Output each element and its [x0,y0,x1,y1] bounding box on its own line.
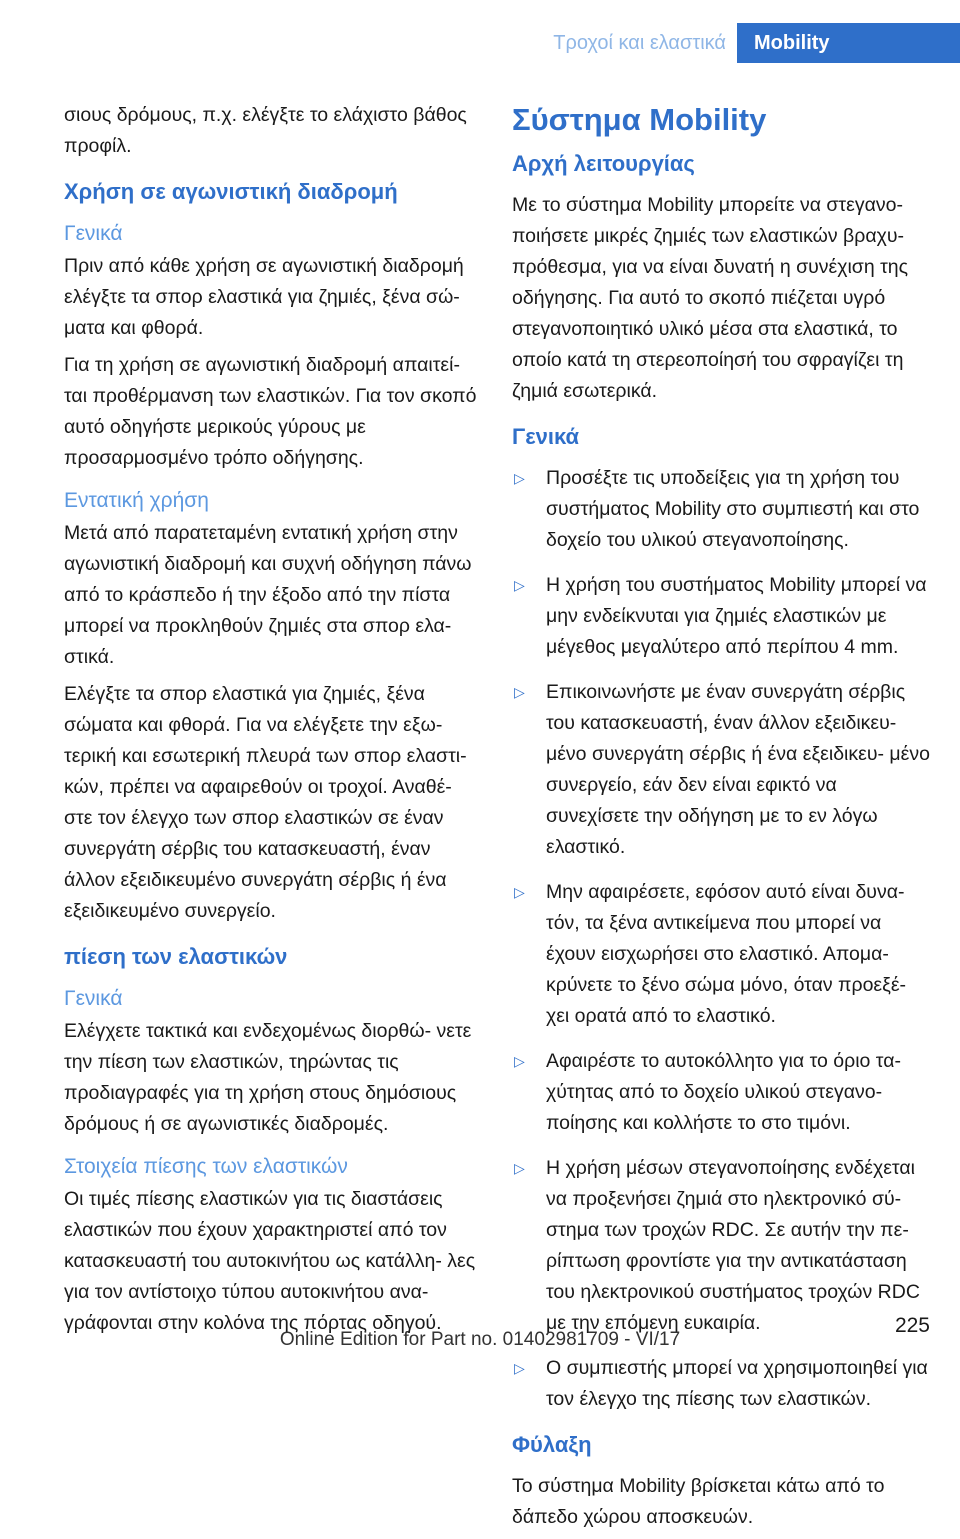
triangle-bullet-icon: ▷ [514,684,525,700]
list-item-text: Επικοινωνήστε με έναν συνεργάτη σέρβις του κατασκευαστή, έναν άλλον εξειδικευ‐ μένο συνεργάτη σέρβις ή ένα εξειδικευ‐ μένο συνεργείο, εάν δεν είναι εφικτό να συνεχίσετε την οδήγηση με το εν λόγω ελαστικό. [546,681,930,858]
heading-race-track: Χρήση σε αγωνιστική διαδρομή [64,179,398,204]
triangle-bullet-icon: ▷ [514,1053,525,1069]
paragraph: Ελέγχετε τακτικά και ενδεχομένως διορθώ‐ νετε την πίεση των ελαστικών, τηρώντας τις προδιαγραφές για τη χρήση στους δημόσιους δρόμους ή σε αγωνιστικές διαδρομές. [64,1020,472,1135]
list-item-text: Προσέξτε τις υποδείξεις για τη χρήση του συστήματος Mobility στο συμπιεστή και στο δοχείο του υλικού στεγανοποίησης. [546,467,920,551]
page-number: 225 [894,1314,930,1337]
triangle-bullet-icon: ▷ [514,1360,525,1376]
heading-principle: Αρχή λειτουργίας [512,151,695,176]
right-column [512,100,930,1539]
triangle-bullet-icon: ▷ [514,577,525,593]
subheading-general: Γενικά [64,222,123,245]
subheading-intensive-use: Εντατική χρήση [64,489,209,512]
chapter-tab: Mobility [737,23,960,63]
heading-general: Γενικά [512,424,580,449]
list-item-text: Αφαιρέστε το αυτοκόλλητο για το όριο τα‐ χύτητας από το δοχείο υλικού στεγανο‐ ποίησης και κολλήστε το στο τιμόνι. [546,1050,901,1134]
paragraph: Μετά από παρατεταμένη εντατική χρήση στην αγωνιστική διαδρομή και συχνή οδήγηση πάνω από το κράσπεδο ή την έξοδο από την πίστα μπορεί να προκληθούν ζημιές στα σπορ ελα‐ στικά. [64,522,472,668]
list-item-text: Η χρήση του συστήματος Mobility μπορεί να μην ενδείκνυται για ζημιές ελαστικών με μέγεθος μεγαλύτερο από περίπου 4 mm. [546,574,927,658]
triangle-bullet-icon: ▷ [514,1160,525,1176]
left-column [64,100,484,1345]
heading-storage: Φύλαξη [512,1432,592,1457]
list-item [512,677,930,863]
list-item [512,570,930,663]
list-item-text: Η χρήση μέσων στεγανοποίησης ενδέχεται να προξενήσει ζημιά στο ηλεκτρονικό σύ‐ στημα των τροχών RDC. Σε αυτήν την πε‐ ρίπτωση φροντίστε για την αντικατάσταση του ηλεκτρονικού συστήματος τροχών RDC με την επόμενη ευκαιρία. [546,1157,920,1334]
list-item [512,1046,930,1139]
paragraph: Για τη χρήση σε αγωνιστική διαδρομή απαιτεί‐ ται προθέρμανση των ελαστικών. Για τον σκοπό αυτό οδηγήστε μερικούς γύρους με προσαρμοσμένο τρόπο οδήγησης. [64,354,477,469]
section-title: Τροχοί και ελαστικά [553,32,726,54]
footer-edition: Online Edition for Part no. 01402981709 - VI/17 [279,1329,681,1350]
paragraph: Οι τιμές πίεσης ελαστικών για τις διαστάσεις ελαστικών που έχουν χαρακτηριστεί από τον κατασκευαστή του αυτοκινήτου ως κατάλλη‐ λες για τον αντίστοιχο τύπου αυτοκινήτου ανα‐ γράφονται στην κολόνα της πόρτας οδηγού. [64,1188,476,1334]
bullet-list [512,463,930,1415]
list-item-text: Μην αφαιρέσετε, εφόσον αυτό είναι δυνα‐ τόν, τα ξένα αντικείμενα που μπορεί να έχουν εισχωρήσει στο ελαστικό. Απομα‐ κρύνετε το ξένο σώμα μόνο, όταν προεξέ‐ χει ορατά από το ελαστικό. [546,881,907,1027]
list-item [512,1153,930,1339]
page-header [0,23,960,63]
subheading-pressure-data: Στοιχεία πίεσης των ελαστικών [64,1155,348,1178]
paragraph: Το σύστημα Mobility βρίσκεται κάτω από το δάπεδο χώρου αποσκευών. [512,1475,885,1528]
paragraph: Με το σύστημα Mobility μπορείτε να στεγανο‐ ποιήσετε μικρές ζημιές των ελαστικών βραχυ‐ πρόθεσμα, για να είναι δυνατή η συνέχιση της οδήγησης. Για αυτό το σκοπό πιέζεται υγρό στεγανοποιητικό υλικό μέσα στα ελαστικά, το οποίο κατά τη στερεοποίησή του σφραγίζει τη ζημιά εσωτερικά. [512,194,909,402]
list-item [512,463,930,556]
page-title: Σύστημα Mobility [512,102,767,137]
continued-paragraph: σιους δρόμους, π.χ. ελέγξτε το ελάχιστο βάθος προφίλ. [64,104,467,157]
list-item [512,1353,930,1415]
list-item-text: Ο συμπιεστής μπορεί να χρησιμοποιηθεί για τον έλεγχο της πίεσης των ελαστικών. [546,1357,928,1410]
paragraph: Πριν από κάθε χρήση σε αγωνιστική διαδρομή ελέγξτε τα σπορ ελαστικά για ζημιές, ξένα σώ‐ ματα και φθορά. [64,255,464,339]
paragraph: Ελέγξτε τα σπορ ελαστικά για ζημιές, ξένα σώματα και φθορά. Για να ελέγξετε την εξω‐ τερική και εσωτερική πλευρά των σπορ ελαστι‐ κών, πρέπει να αφαιρεθούν οι τροχοί. Αναθέ‐ στε τον έλεγχο των σπορ ελαστικών σε έναν συνεργάτη σέρβις του κατασκευαστή, έναν άλλον εξειδικευμένο συνεργάτη σέρβις ή ένα εξειδικευμένο συνεργείο. [64,683,467,922]
triangle-bullet-icon: ▷ [514,884,525,900]
subheading-general: Γενικά [64,987,123,1010]
list-item [512,877,930,1032]
triangle-bullet-icon: ▷ [514,470,525,486]
heading-tire-pressure: πίεση των ελαστικών [64,944,288,969]
